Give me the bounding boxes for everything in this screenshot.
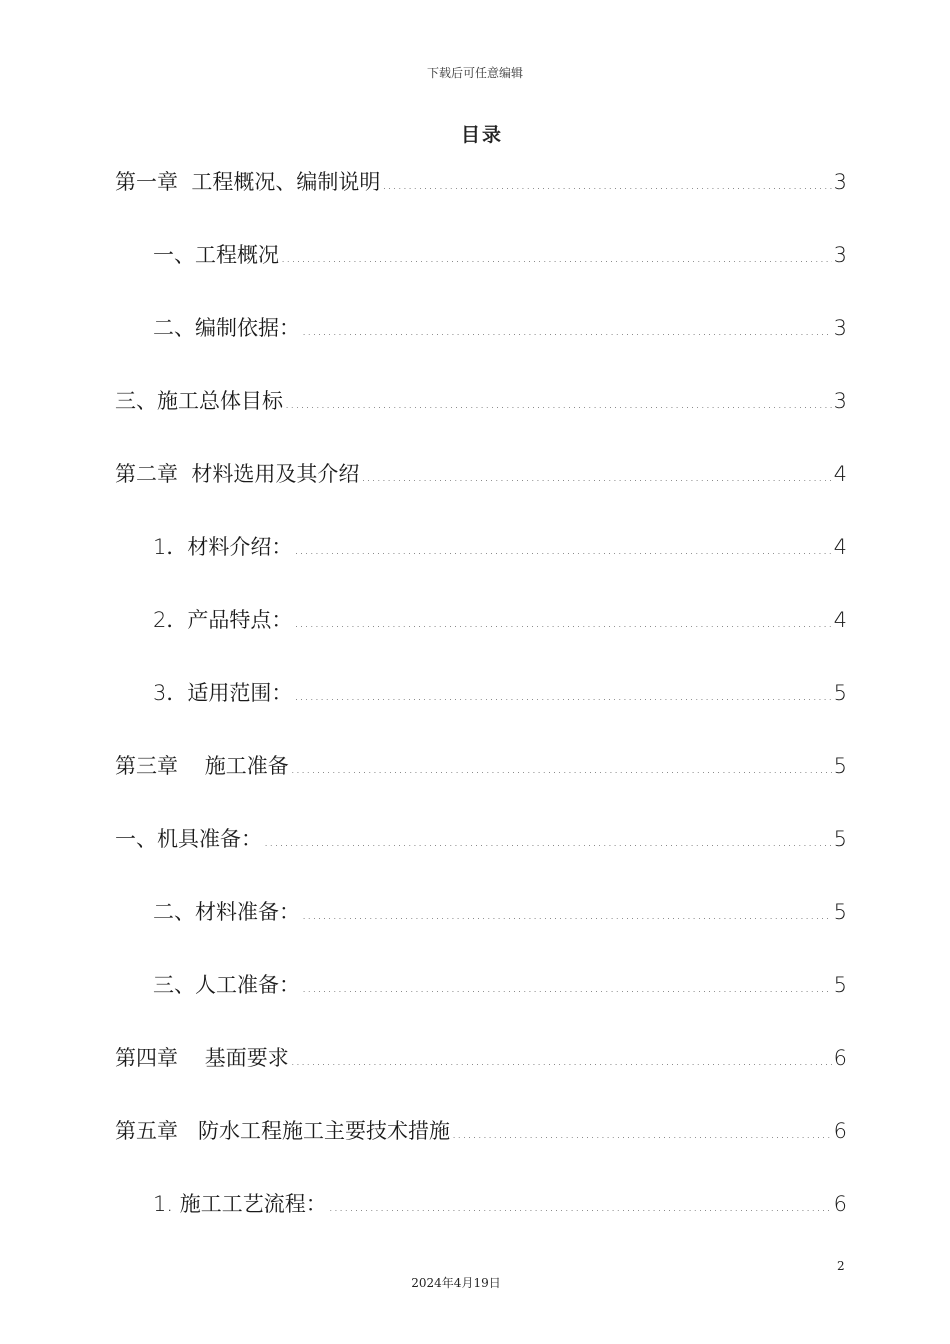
toc-entry-label: 第五章 防水工程施工主要技术措施: [115, 1119, 451, 1143]
toc-entry-label: 二、材料准备：: [153, 900, 300, 924]
toc-leader-dots: [264, 835, 832, 850]
toc-entry[interactable]: [115, 166, 847, 206]
toc-entry-page: 4: [833, 535, 847, 559]
toc-entry-label: 第二章 材料选用及其介绍: [115, 462, 360, 486]
toc-leader-dots: [329, 1200, 832, 1215]
toc-entry-label: 第三章 施工准备: [115, 754, 289, 778]
toc-entry-page: 6: [833, 1046, 847, 1070]
toc-leader-dots: [291, 762, 832, 777]
toc-leader-dots: [361, 470, 831, 485]
toc-entry[interactable]: [115, 385, 847, 425]
toc-leader-dots: [382, 178, 831, 193]
toc-entry[interactable]: [153, 312, 847, 352]
toc-entry[interactable]: [115, 1115, 847, 1155]
toc-entry-label: 三、施工总体目标: [115, 389, 283, 413]
toc-entry-label: 第一章 工程概况、编制说明: [115, 170, 381, 194]
toc-entry[interactable]: [115, 458, 847, 498]
toc-entry[interactable]: [153, 531, 847, 571]
toc-entry-page: 3: [833, 243, 847, 267]
toc-entry[interactable]: [153, 677, 847, 717]
toc-leader-dots: [302, 324, 832, 339]
toc-leader-dots: [294, 689, 831, 704]
toc-entry-label: 二、编制依据：: [153, 316, 300, 340]
toc-entry-page: 4: [833, 462, 847, 486]
toc-entry-label: 一、工程概况: [153, 243, 279, 267]
toc-entry[interactable]: [115, 823, 847, 863]
toc-entry-label: 3．适用范围：: [153, 681, 293, 705]
toc-leader-dots: [294, 616, 831, 631]
footer-date: 2024年4月19日: [411, 1276, 501, 1290]
toc-entry[interactable]: [153, 1188, 847, 1228]
toc-entry-page: 4: [833, 608, 847, 632]
toc-leader-dots: [281, 251, 832, 266]
toc-leader-dots: [452, 1127, 832, 1142]
toc-title: 目录: [460, 124, 503, 146]
toc-entry-page: 5: [833, 900, 847, 924]
toc-entry[interactable]: [153, 969, 847, 1009]
toc-entry-label: 一、机具准备：: [115, 827, 262, 851]
toc-leader-dots: [294, 543, 831, 558]
toc-entry[interactable]: [115, 1042, 847, 1082]
page-header: 下载后可任意编辑: [426, 66, 523, 80]
toc-entry[interactable]: [153, 239, 847, 279]
toc-entry-page: 5: [833, 973, 847, 997]
toc-entry-label: 1．材料介绍：: [153, 535, 293, 559]
page-number: 2: [837, 1259, 845, 1273]
toc-entry-page: 3: [833, 389, 847, 413]
toc-entry-label: 1. 施工工艺流程：: [153, 1192, 327, 1216]
toc-entry[interactable]: [153, 896, 847, 936]
toc-entry[interactable]: [153, 604, 847, 644]
toc-leader-dots: [285, 397, 832, 412]
toc-entry-page: 6: [833, 1119, 847, 1143]
toc-leader-dots: [302, 908, 832, 923]
toc-entry-label: 2．产品特点：: [153, 608, 293, 632]
toc-entry-page: 6: [833, 1192, 847, 1216]
toc-entry-page: 5: [833, 754, 847, 778]
toc-entry-page: 5: [833, 681, 847, 705]
toc-entry-page: 3: [833, 316, 847, 340]
toc-leader-dots: [302, 981, 832, 996]
toc-entry-label: 第四章 基面要求: [115, 1046, 289, 1070]
toc-leader-dots: [291, 1054, 832, 1069]
toc-entry-page: 3: [833, 170, 847, 194]
toc-entry-page: 5: [833, 827, 847, 851]
toc-entry-label: 三、人工准备：: [153, 973, 300, 997]
toc-entry[interactable]: [115, 750, 847, 790]
